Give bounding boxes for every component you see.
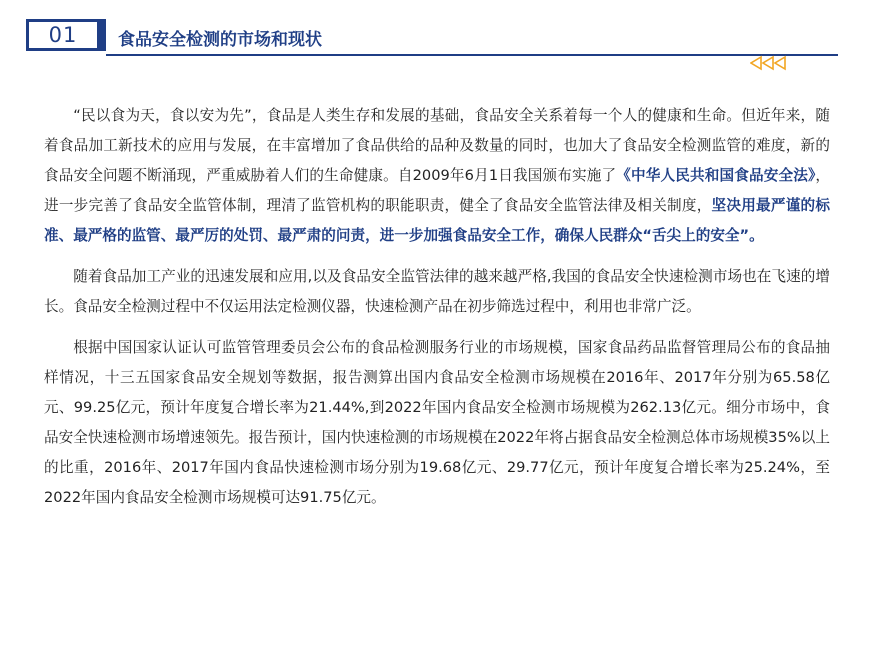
law-name-highlight: 《中华人民共和国食品安全法》 xyxy=(616,167,816,184)
section-number-box xyxy=(26,19,100,51)
section-number: 01 xyxy=(48,23,78,47)
paragraph-2 xyxy=(44,262,830,322)
section-header xyxy=(0,0,871,80)
section-title: 食品安全检测的市场和现状 xyxy=(118,30,322,50)
article-body xyxy=(44,101,830,524)
paragraph-text: “民以食为天，食以安为先”，食品是人类生存和发展的基础，食品安全关系着每一个人的健康和生命。但近年来，随着食品加工新技术的应用与发展，在丰富增加了食品供给的品种及数量的同时，也加大了食品安全检测监管的难度，新的食品安全问题不断涌现，严重威胁着人们的生命健康。自2009年6月1日我国颁布实施了 xyxy=(44,107,830,184)
paragraph-text: ，进一步完善了食品安全监管体制，理清了监管机构的职能职责，健全了食品安全监管法律及相关制度， xyxy=(44,167,830,214)
triple-left-arrow-icon xyxy=(750,55,790,71)
paragraph-3 xyxy=(44,333,830,513)
header-accent-bar xyxy=(100,19,106,51)
paragraph-1 xyxy=(44,101,830,251)
header-divider xyxy=(106,54,838,56)
paragraph-text: 根据中国国家认证认可监管管理委员会公布的食品检测服务行业的市场规模，国家食品药品监督管理局公布的食品抽样情况，十三五国家食品安全规划等数据，报告测算出国内食品安全检测市场规模在2016年、2017年分别为65.58亿元、99.25亿元，预计年度复合增长率为21.44%,到2022年国内食品安全检测市场规模为262.13亿元。细分市场中，食品安全快速检测市场增速领先。报告预计，国内快速检测的市场规模在2022年将占据食品安全检测总体市场规模35%以上的比重，2016年、2017年国内食品快速检测市场分别为19.68亿元、29.77亿元，预计年度复合增长率为25.24%，至2022年国内食品安全检测市场规模可达91.75亿元。 xyxy=(44,339,830,506)
policy-highlight: 坚决用最严谨的标准、最严格的监管、最严厉的处罚、最严肃的问责，进一步加强食品安全工作，确保人民群众“舌尖上的安全”。 xyxy=(44,197,830,244)
paragraph-text: 随着食品加工产业的迅速发展和应用,以及食品安全监管法律的越来越严格,我国的食品安全快速检测市场也在飞速的增长。食品安全检测过程中不仅运用法定检测仪器，快速检测产品在初步筛选过程中，利用也非常广泛。 xyxy=(44,268,830,315)
